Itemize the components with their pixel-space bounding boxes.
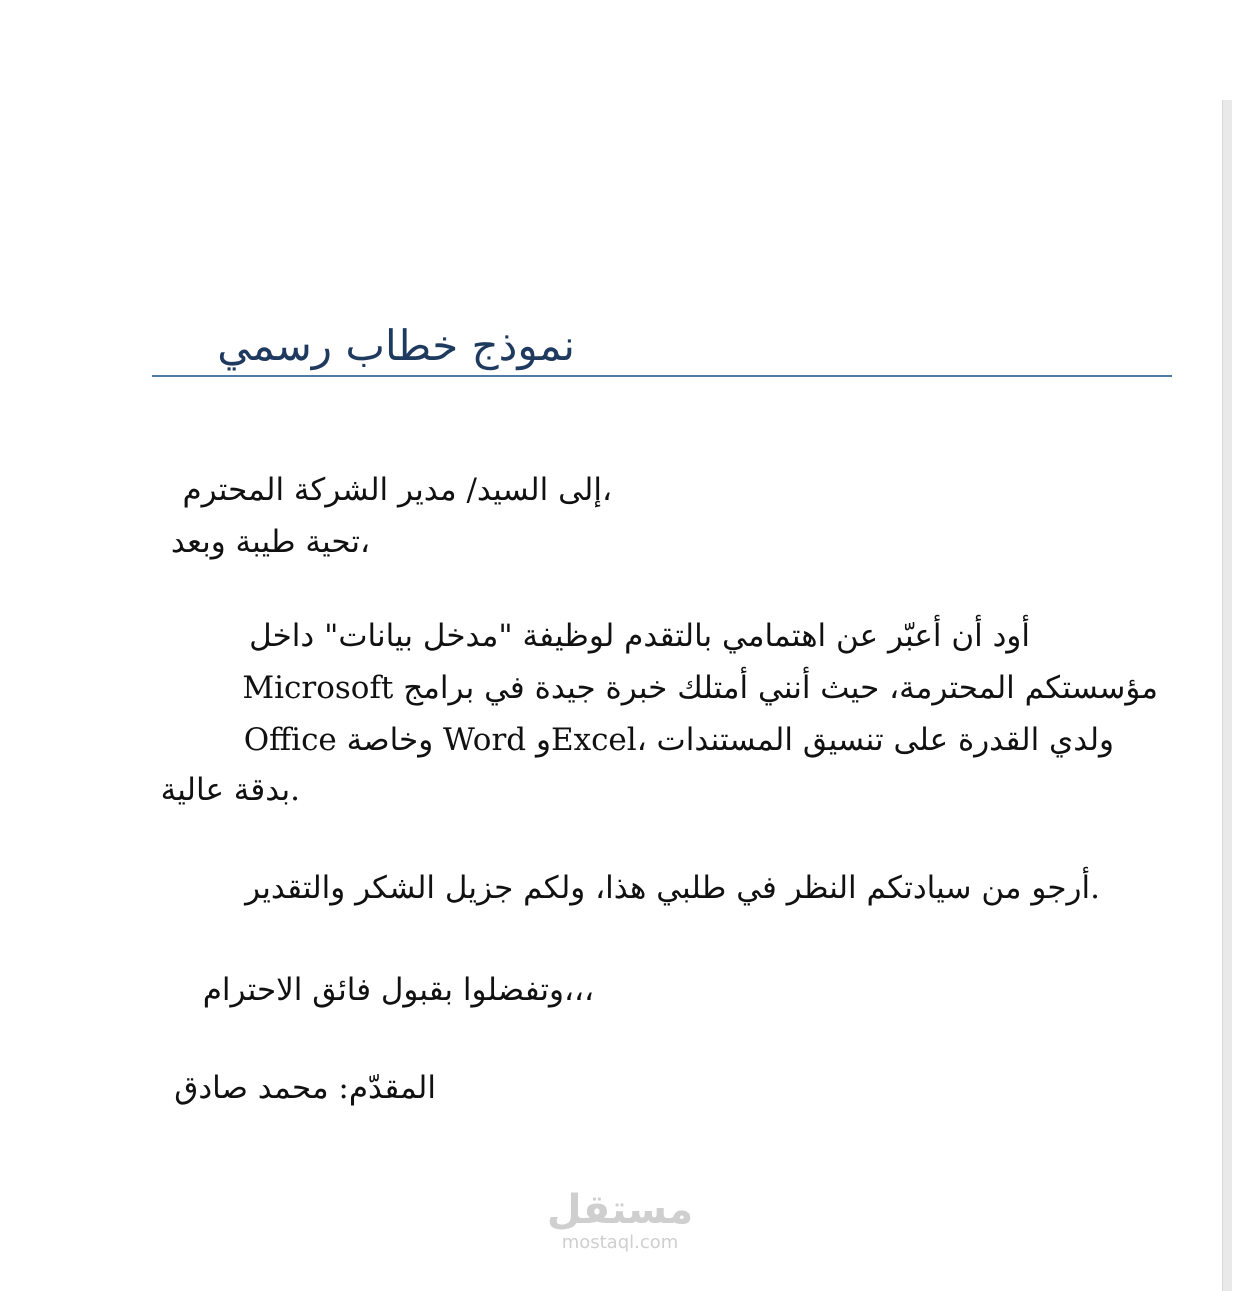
scrollbar-track[interactable]: [1222, 100, 1232, 1291]
salutation-line: ،إلى السيد/ مدير الشركة المحترم: [182, 472, 612, 508]
body-line-4: .بدقة عالية: [160, 772, 300, 808]
closing-line: ،،،وتفضلوا بقبول فائق الاحترام: [202, 972, 594, 1008]
watermark-logo-text: مستقل: [546, 1187, 694, 1233]
signature-line: المقدّم: محمد صادق: [174, 1070, 436, 1106]
document-title: نموذج خطاب رسمي: [217, 321, 575, 370]
body-line-1: أود أن أعبّر عن اهتمامي بالتقدم لوظيفة "مدخل بيانات" داخل: [249, 618, 1030, 654]
mostaql-watermark: [540, 1188, 700, 1254]
body-line-3: Office وخاصة Word وExcel، ولدي القدرة على تنسيق المستندات: [243, 722, 1114, 758]
watermark-url: mostaql.com: [561, 1232, 679, 1253]
request-line: .أرجو من سيادتكم النظر في طلبي هذا، ولكم جزيل الشكر والتقدير: [245, 870, 1100, 906]
body-line-2: مؤسستكم المحترمة، حيث أنني أمتلك خبرة جيدة في برامج Microsoft: [242, 670, 1158, 706]
title-underline: [152, 375, 1172, 377]
greeting-line: ،تحية طيبة وبعد: [170, 524, 370, 560]
